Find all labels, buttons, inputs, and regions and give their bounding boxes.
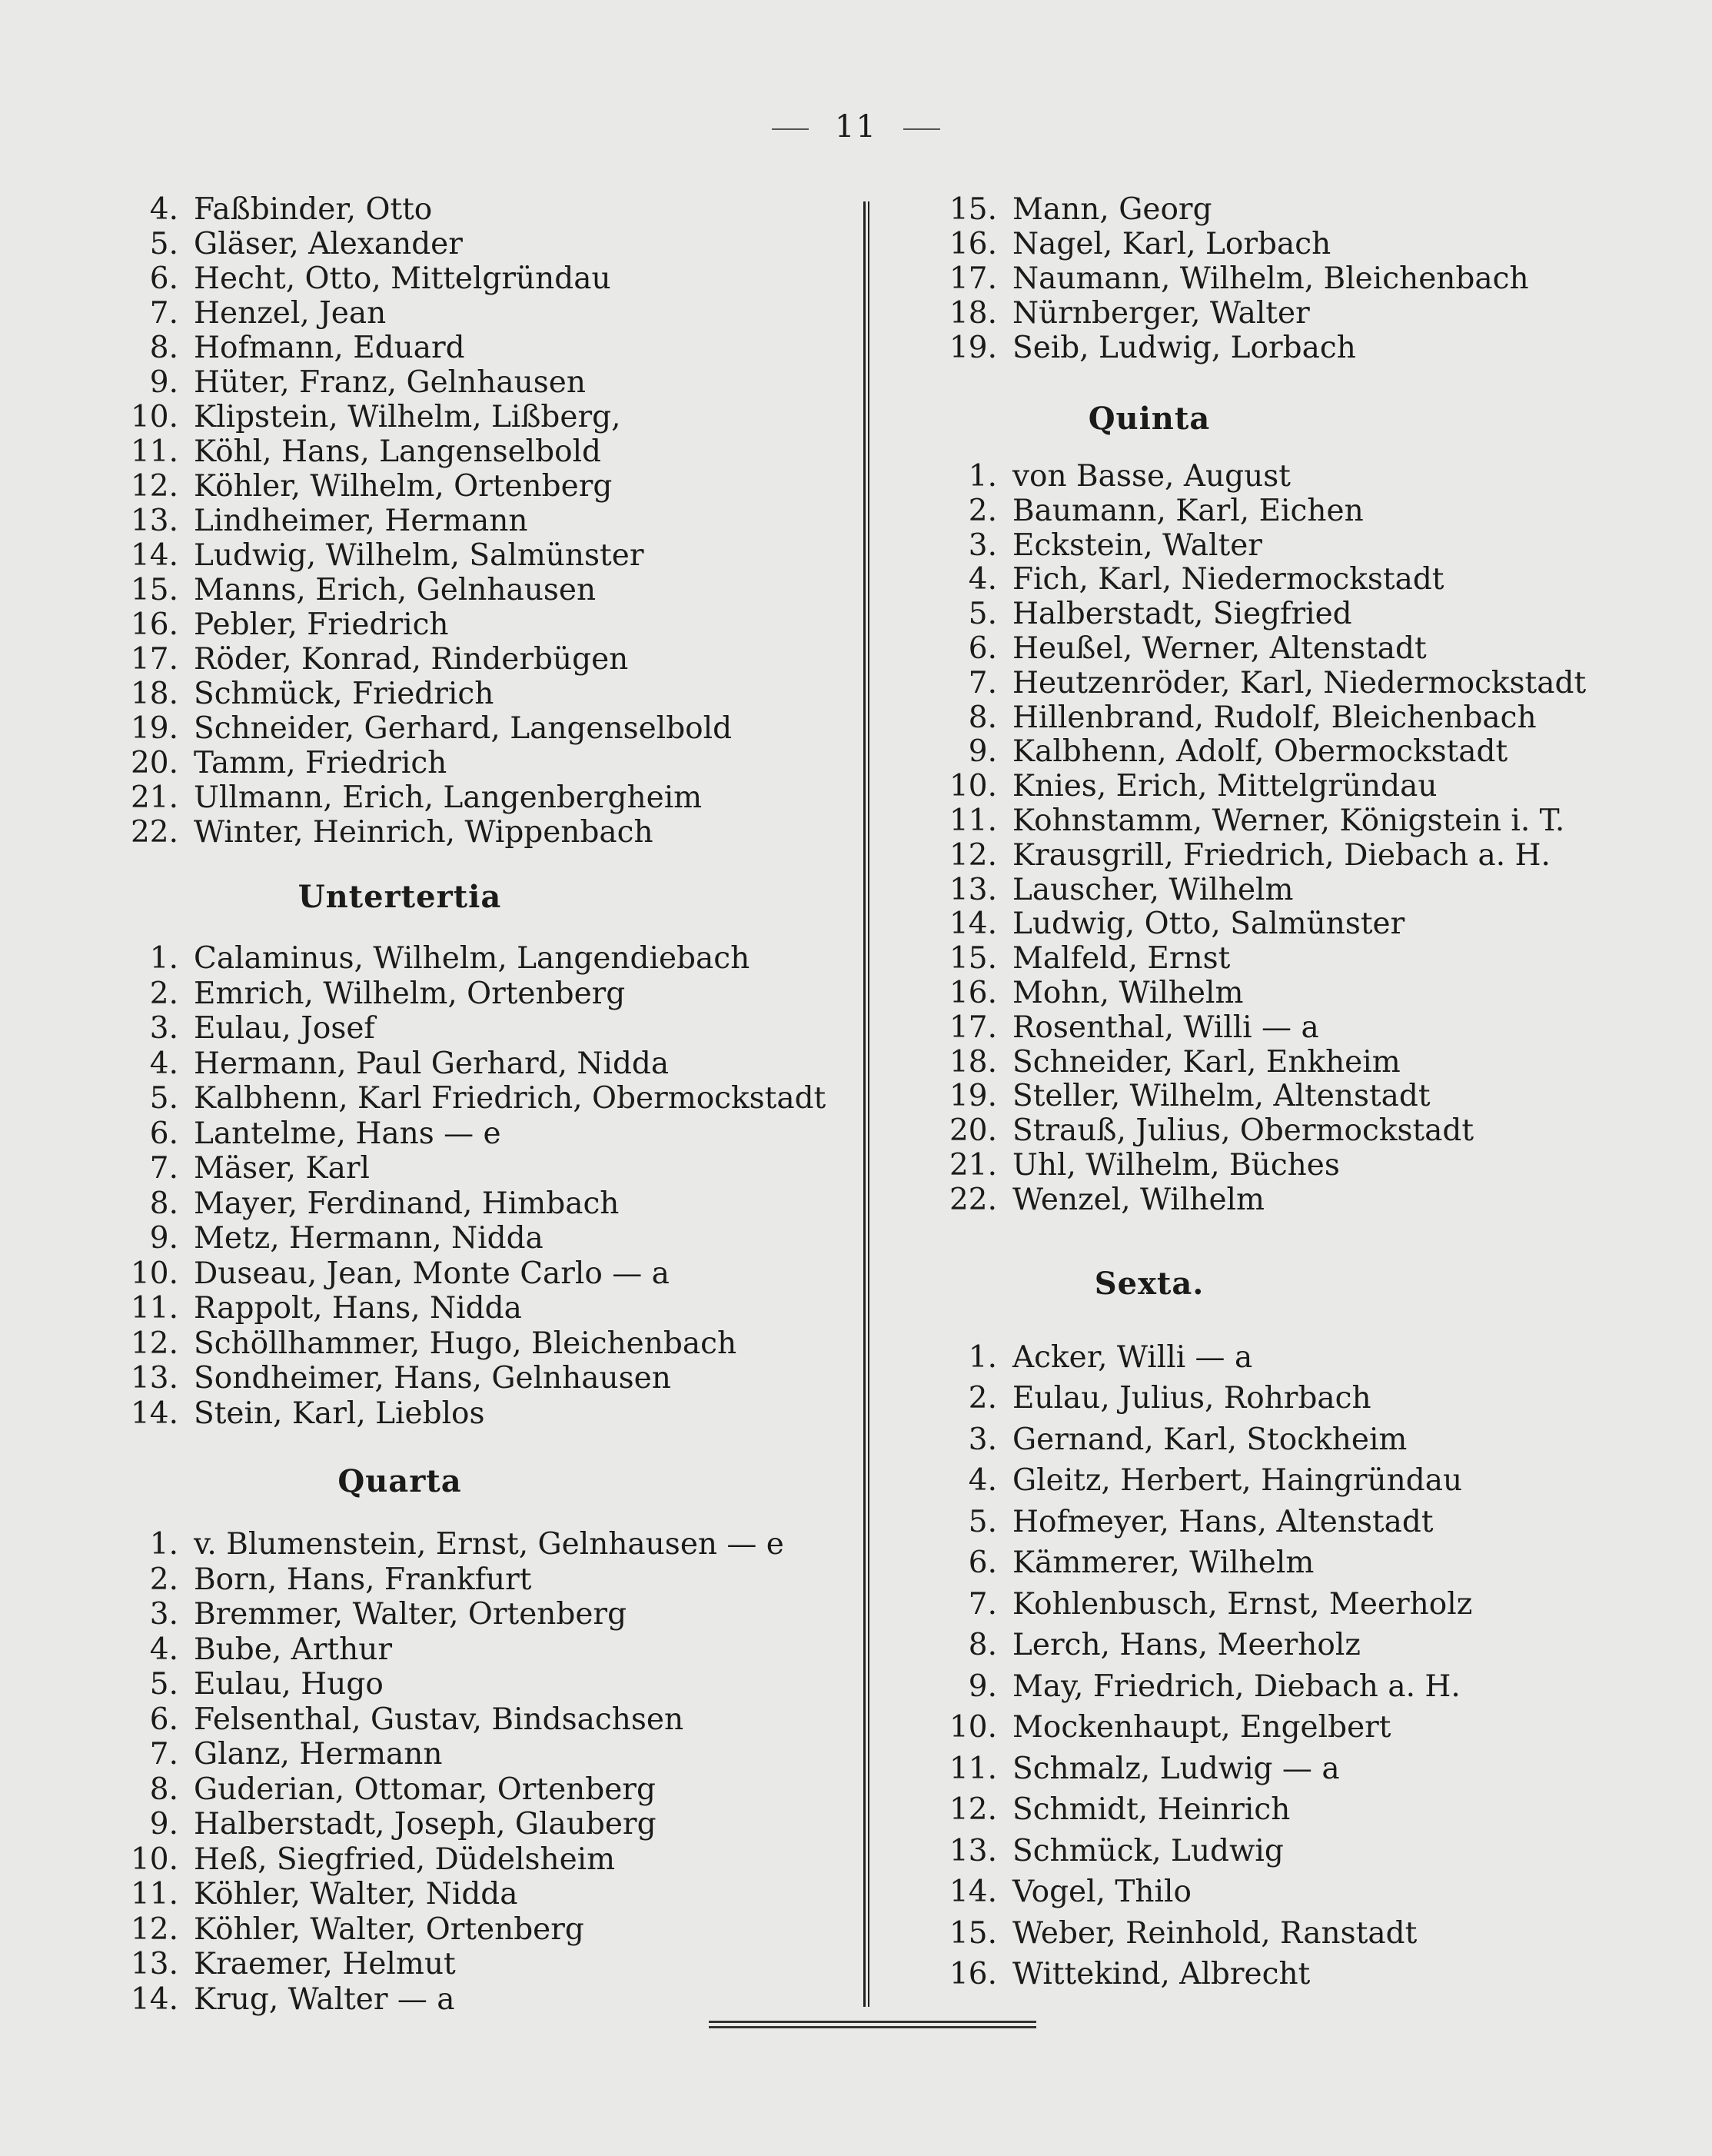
entry-name: Pebler, Friedrich [194,607,449,642]
entry-number: 20. [130,746,178,780]
entry-number: 19. [949,1079,997,1114]
entry-name: Duseau, Jean, Monte Carlo — a [194,1256,670,1291]
entry-name: von Basse, August [1012,459,1291,494]
entry-number: 13. [949,872,997,907]
page-number-text: 11 [835,109,877,145]
column-divider [863,201,869,2007]
entry-name: Köhler, Wilhelm, Ortenberg [194,469,613,504]
entry-number: 7. [149,1151,178,1186]
list-item [942,494,1634,529]
entry-number: 7. [968,665,997,700]
entry-number: 2. [968,493,997,528]
entry-number: 3. [968,1422,997,1457]
entry-number: 22. [130,815,178,850]
entry-name: May, Friedrich, Diebach a. H. [1012,1669,1461,1704]
entry-number: 14. [130,538,178,573]
list-item [942,192,1634,227]
entry-name: Bube, Arthur [194,1632,392,1667]
entry-name: Hecht, Otto, Mittelgründau [194,261,611,296]
entry-name: Wenzel, Wilhelm [1012,1182,1265,1217]
entry-number: 12. [949,837,997,873]
entry-number: 22. [949,1182,997,1217]
list-item [115,1737,846,1772]
list-item [115,469,846,504]
list-item [942,597,1634,632]
list-item [115,261,846,296]
entry-name: Calaminus, Wilhelm, Langendiebach [194,941,750,976]
list-item [942,1913,1634,1955]
entry-name: Baumann, Karl, Eichen [1012,493,1364,528]
entry-number: 4. [149,1632,178,1667]
entry-name: Heutzenröder, Karl, Niedermockstadt [1012,665,1587,700]
entry-name: Ludwig, Otto, Salmünster [1012,907,1405,942]
entry-number: 4. [149,1046,178,1081]
entry-name: Hermann, Paul Gerhard, Nidda [194,1046,670,1081]
entry-name: v. Blumenstein, Ernst, Gelnhausen — e [194,1527,784,1562]
list-item [942,1378,1634,1419]
list-item [942,942,1634,977]
entry-name: Uhl, Wilhelm, Büches [1012,1147,1340,1183]
entry-number: 4. [968,1463,997,1499]
entry-number: 11. [130,1877,178,1911]
list-item [942,701,1634,736]
entry-number: 3. [968,527,997,563]
entry-name: Naumann, Wilhelm, Bleichenbach [1012,261,1529,296]
entry-name: Steller, Wilhelm, Altenstadt [1012,1079,1431,1114]
entry-name: Eulau, Hugo [194,1667,384,1702]
entry-number: 5. [968,597,997,632]
entry-name: Schmidt, Heinrich [1012,1792,1291,1828]
list-item [115,1912,846,1948]
entry-number: 1. [968,1339,997,1375]
entry-name: Gernand, Karl, Stockheim [1012,1422,1408,1457]
entry-name: Fich, Karl, Niedermockstadt [1012,562,1444,597]
entry-number: 19. [130,711,178,746]
left-column [115,192,846,2017]
list-item [115,1361,846,1396]
entry-name: Vogel, Thilo [1012,1875,1192,1910]
list-item [942,1502,1634,1543]
list-item [115,296,846,331]
entry-name: Schmück, Ludwig [1012,1833,1284,1868]
list-item [942,839,1634,873]
entry-number: 2. [149,1562,178,1597]
list-item [115,642,846,677]
entry-number: 10. [130,1842,178,1877]
entry-number: 8. [149,331,178,365]
heading-untertertia: Untertertia [298,879,502,915]
entry-name: Mann, Georg [1012,192,1212,227]
list-item [942,1011,1634,1046]
entry-number: 8. [149,1186,178,1221]
entry-name: Nürnberger, Walter [1012,296,1310,331]
list-item [942,804,1634,839]
list-sexta [942,1337,1634,1995]
entry-name: Emrich, Wilhelm, Ortenberg [194,976,626,1011]
entry-name: Schneider, Gerhard, Langenselbold [194,711,733,746]
list-item [942,907,1634,942]
entry-number: 4. [149,192,178,227]
entry-name: Ludwig, Wilhelm, Salmünster [194,538,644,573]
right-column [942,192,1634,1995]
entry-number: 2. [968,1381,997,1416]
entry-number: 17. [130,642,178,677]
entry-number: 16. [949,975,997,1010]
entry-number: 8. [968,700,997,735]
entry-number: 1. [968,459,997,494]
entry-name: Glanz, Hermann [194,1737,443,1772]
entry-name: Acker, Willi — a [1012,1339,1253,1375]
entry-number: 18. [130,677,178,711]
list-item [942,1046,1634,1080]
entry-number: 12. [130,1911,178,1947]
entry-name: Malfeld, Ernst [1012,941,1231,977]
entry-name: Halberstadt, Joseph, Glauberg [194,1807,657,1842]
entry-number: 6. [149,1702,178,1737]
heading-sexta: Sexta. [1094,1265,1205,1302]
entry-name: Halberstadt, Siegfried [1012,597,1352,632]
entry-number: 5. [149,1081,178,1116]
entry-name: Manns, Erich, Gelnhausen [194,573,597,607]
list-item [942,873,1634,908]
entry-number: 8. [968,1628,997,1663]
entry-number: 10. [949,1710,997,1745]
entry-number: 3. [149,1011,178,1046]
list-item [115,711,846,746]
entry-name: Lauscher, Wilhelm [1012,872,1294,907]
list-quinta [942,460,1634,1218]
entry-name: Rappolt, Hans, Nidda [194,1291,522,1326]
entry-name: Sondheimer, Hans, Gelnhausen [194,1361,671,1396]
entry-number: 11. [130,434,178,469]
entry-name: Kalbhenn, Adolf, Obermockstadt [1012,734,1508,770]
entry-number: 11. [949,1751,997,1786]
list-untertertia [115,941,846,1431]
entry-number: 15. [949,1915,997,1951]
entry-name: Nagel, Karl, Lorbach [1012,227,1331,261]
entry-name: Schneider, Karl, Enkheim [1012,1044,1401,1080]
list-item [942,632,1634,667]
entry-number: 5. [149,1667,178,1702]
list-item [942,1707,1634,1748]
list-item [115,1597,846,1632]
list-quarta [115,1527,846,2017]
list-item [115,815,846,850]
entry-number: 2. [149,976,178,1011]
entry-name: Hüter, Franz, Gelnhausen [194,365,586,400]
entry-name: Strauß, Julius, Obermockstadt [1012,1113,1474,1149]
list-item [115,1842,846,1878]
entry-number: 15. [130,573,178,607]
list-item [942,667,1634,701]
entry-name: Tamm, Friedrich [194,746,447,780]
entry-number: 17. [949,261,997,296]
entry-number: 6. [149,1116,178,1151]
entry-number: 10. [949,769,997,804]
list-item [115,1877,846,1912]
list-item [942,770,1634,804]
entry-name: Schöllhammer, Hugo, Bleichenbach [194,1326,737,1361]
entry-name: Kämmerer, Wilhelm [1012,1545,1315,1581]
entry-number: 13. [130,504,178,538]
list-item [115,1151,846,1186]
list-item [115,941,846,977]
list-item [942,1114,1634,1149]
list-continued-right [942,192,1634,365]
entry-name: Mohn, Wilhelm [1012,975,1244,1010]
entry-number: 1. [149,1527,178,1562]
entry-number: 1. [149,941,178,976]
list-item [942,261,1634,296]
entry-name: Kraemer, Helmut [194,1947,456,1981]
list-item [942,529,1634,564]
entry-number: 16. [949,1957,997,1992]
list-item [942,1872,1634,1913]
list-item [115,1011,846,1046]
entry-number: 7. [968,1586,997,1622]
entry-number: 10. [130,400,178,434]
list-item [942,1460,1634,1502]
entry-name: Gleitz, Herbert, Haingründau [1012,1463,1463,1499]
list-item [115,192,846,227]
entry-number: 18. [949,1044,997,1080]
list-item [115,1221,846,1256]
entry-name: Heß, Siegfried, Düdelsheim [194,1842,616,1877]
entry-name: Weber, Reinhold, Ranstadt [1012,1915,1418,1951]
list-item [115,1081,846,1116]
list-item [115,1807,846,1842]
entry-name: Eulau, Josef [194,1011,375,1046]
dash-left [772,128,809,130]
list-item [942,1183,1634,1218]
list-item [115,1947,846,1982]
entry-name: Seib, Ludwig, Lorbach [1012,331,1356,365]
entry-name: Krug, Walter — a [194,1981,455,2017]
entry-number: 13. [949,1833,997,1868]
list-item [115,780,846,815]
list-item [942,1584,1634,1625]
entry-name: Felsenthal, Gustav, Bindsachsen [194,1702,684,1737]
entry-number: 14. [130,1396,178,1431]
entry-name: Kohnstamm, Werner, Königstein i. T. [1012,803,1565,838]
list-item [115,227,846,261]
entry-number: 5. [149,227,178,261]
list-item [115,365,846,400]
page-number [0,109,1712,145]
entry-name: Lerch, Hans, Meerholz [1012,1628,1361,1663]
dash-right [903,128,940,130]
list-item [942,1666,1634,1708]
list-item [942,1080,1634,1114]
entry-number: 6. [968,630,997,666]
list-continued-left [115,192,846,850]
list-item [115,573,846,607]
entry-number: 12. [130,469,178,504]
list-item [942,331,1634,365]
entry-number: 11. [130,1291,178,1326]
list-item [115,1982,846,2018]
entry-name: Rosenthal, Willi — a [1012,1010,1319,1045]
list-item [115,1116,846,1152]
list-item [942,1149,1634,1183]
entry-name: Wittekind, Albrecht [1012,1957,1311,1992]
entry-name: Hillenbrand, Rudolf, Bleichenbach [1012,700,1537,735]
list-item [115,1667,846,1702]
list-item [942,227,1634,261]
list-item [115,504,846,538]
entry-name: Schmück, Friedrich [194,677,494,711]
entry-number: 3. [149,1597,178,1632]
list-item [115,1396,846,1432]
entry-name: Mäser, Karl [194,1151,370,1186]
entry-number: 18. [949,296,997,331]
list-item [115,677,846,711]
list-item [115,977,846,1012]
list-item [942,1954,1634,1995]
entry-number: 8. [149,1772,178,1807]
entry-number: 14. [130,1981,178,2017]
entry-name: Hofmann, Eduard [194,331,465,365]
entry-number: 9. [149,1807,178,1842]
entry-number: 13. [130,1947,178,1981]
entry-name: Mockenhaupt, Engelbert [1012,1710,1391,1745]
entry-name: Lindheimer, Hermann [194,504,528,538]
entry-name: Krausgrill, Friedrich, Diebach a. H. [1012,837,1551,873]
entry-number: 7. [149,296,178,331]
entry-number: 12. [130,1326,178,1361]
entry-number: 4. [968,562,997,597]
entry-number: 9. [149,1221,178,1256]
list-item [115,607,846,642]
entry-name: Köhler, Walter, Nidda [194,1877,518,1911]
entry-name: Winter, Heinrich, Wippenbach [194,815,653,850]
entry-name: Henzel, Jean [194,296,387,331]
list-item [942,1625,1634,1666]
list-item [942,1789,1634,1831]
entry-number: 17. [949,1010,997,1045]
bottom-rule [709,2021,1036,2028]
list-item [942,1831,1634,1872]
entry-name: Gläser, Alexander [194,227,463,261]
list-item [115,1562,846,1598]
list-item [115,1527,846,1562]
entry-number: 7. [149,1737,178,1772]
entry-name: Schmalz, Ludwig — a [1012,1751,1340,1786]
entry-name: Köhler, Walter, Ortenberg [194,1911,584,1947]
list-item [942,1419,1634,1461]
entry-number: 19. [949,331,997,365]
entry-name: Röder, Konrad, Rinderbügen [194,642,629,677]
entry-name: Born, Hans, Frankfurt [194,1562,532,1597]
entry-name: Eckstein, Walter [1012,527,1262,563]
entry-name: Köhl, Hans, Langenselbold [194,434,602,469]
entry-name: Guderian, Ottomar, Ortenberg [194,1772,656,1807]
entry-number: 16. [949,227,997,261]
entry-number: 16. [130,607,178,642]
entry-number: 9. [968,734,997,770]
entry-name: Faßbinder, Otto [194,192,433,227]
entry-name: Kohlenbusch, Ernst, Meerholz [1012,1586,1473,1622]
entry-name: Metz, Hermann, Nidda [194,1221,544,1256]
entry-number: 21. [130,780,178,815]
entry-number: 11. [949,803,997,838]
entry-number: 15. [949,192,997,227]
list-item [942,1542,1634,1584]
heading-quinta: Quinta [1088,401,1211,437]
list-item [115,1256,846,1292]
list-item [115,1702,846,1738]
list-item [115,331,846,365]
list-item [115,746,846,780]
list-item [942,735,1634,770]
entry-name: Bremmer, Walter, Ortenberg [194,1597,627,1632]
entry-name: Ullmann, Erich, Langenbergheim [194,780,703,815]
list-item [115,1772,846,1808]
entry-number: 20. [949,1113,997,1149]
list-item [115,1326,846,1362]
entry-name: Heußel, Werner, Altenstadt [1012,630,1427,666]
list-item [942,563,1634,597]
list-item [115,538,846,573]
entry-name: Eulau, Julius, Rohrbach [1012,1381,1371,1416]
list-item [115,400,846,434]
entry-number: 12. [949,1792,997,1828]
list-item [115,434,846,469]
list-item [942,460,1634,494]
list-item [942,977,1634,1011]
entry-name: Klipstein, Wilhelm, Lißberg, [194,400,621,434]
list-item [115,1186,846,1222]
entry-number: 6. [968,1545,997,1581]
entry-number: 21. [949,1147,997,1183]
entry-name: Kalbhenn, Karl Friedrich, Obermockstadt [194,1081,826,1116]
entry-number: 9. [149,365,178,400]
entry-number: 14. [949,1875,997,1910]
entry-number: 9. [968,1669,997,1704]
entry-name: Knies, Erich, Mittelgründau [1012,769,1438,804]
entry-number: 5. [968,1504,997,1539]
entry-name: Stein, Karl, Lieblos [194,1396,485,1431]
entry-name: Hofmeyer, Hans, Altenstadt [1012,1504,1434,1539]
entry-name: Lantelme, Hans — e [194,1116,501,1151]
list-item [115,1291,846,1326]
heading-quarta: Quarta [337,1463,462,1499]
list-item [115,1632,846,1668]
entry-number: 13. [130,1361,178,1396]
entry-number: 14. [949,907,997,942]
list-item [942,1337,1634,1379]
list-item [115,1046,846,1082]
entry-number: 15. [949,941,997,977]
entry-number: 10. [130,1256,178,1291]
list-item [942,296,1634,331]
entry-number: 6. [149,261,178,296]
entry-name: Mayer, Ferdinand, Himbach [194,1186,620,1221]
list-item [942,1748,1634,1790]
